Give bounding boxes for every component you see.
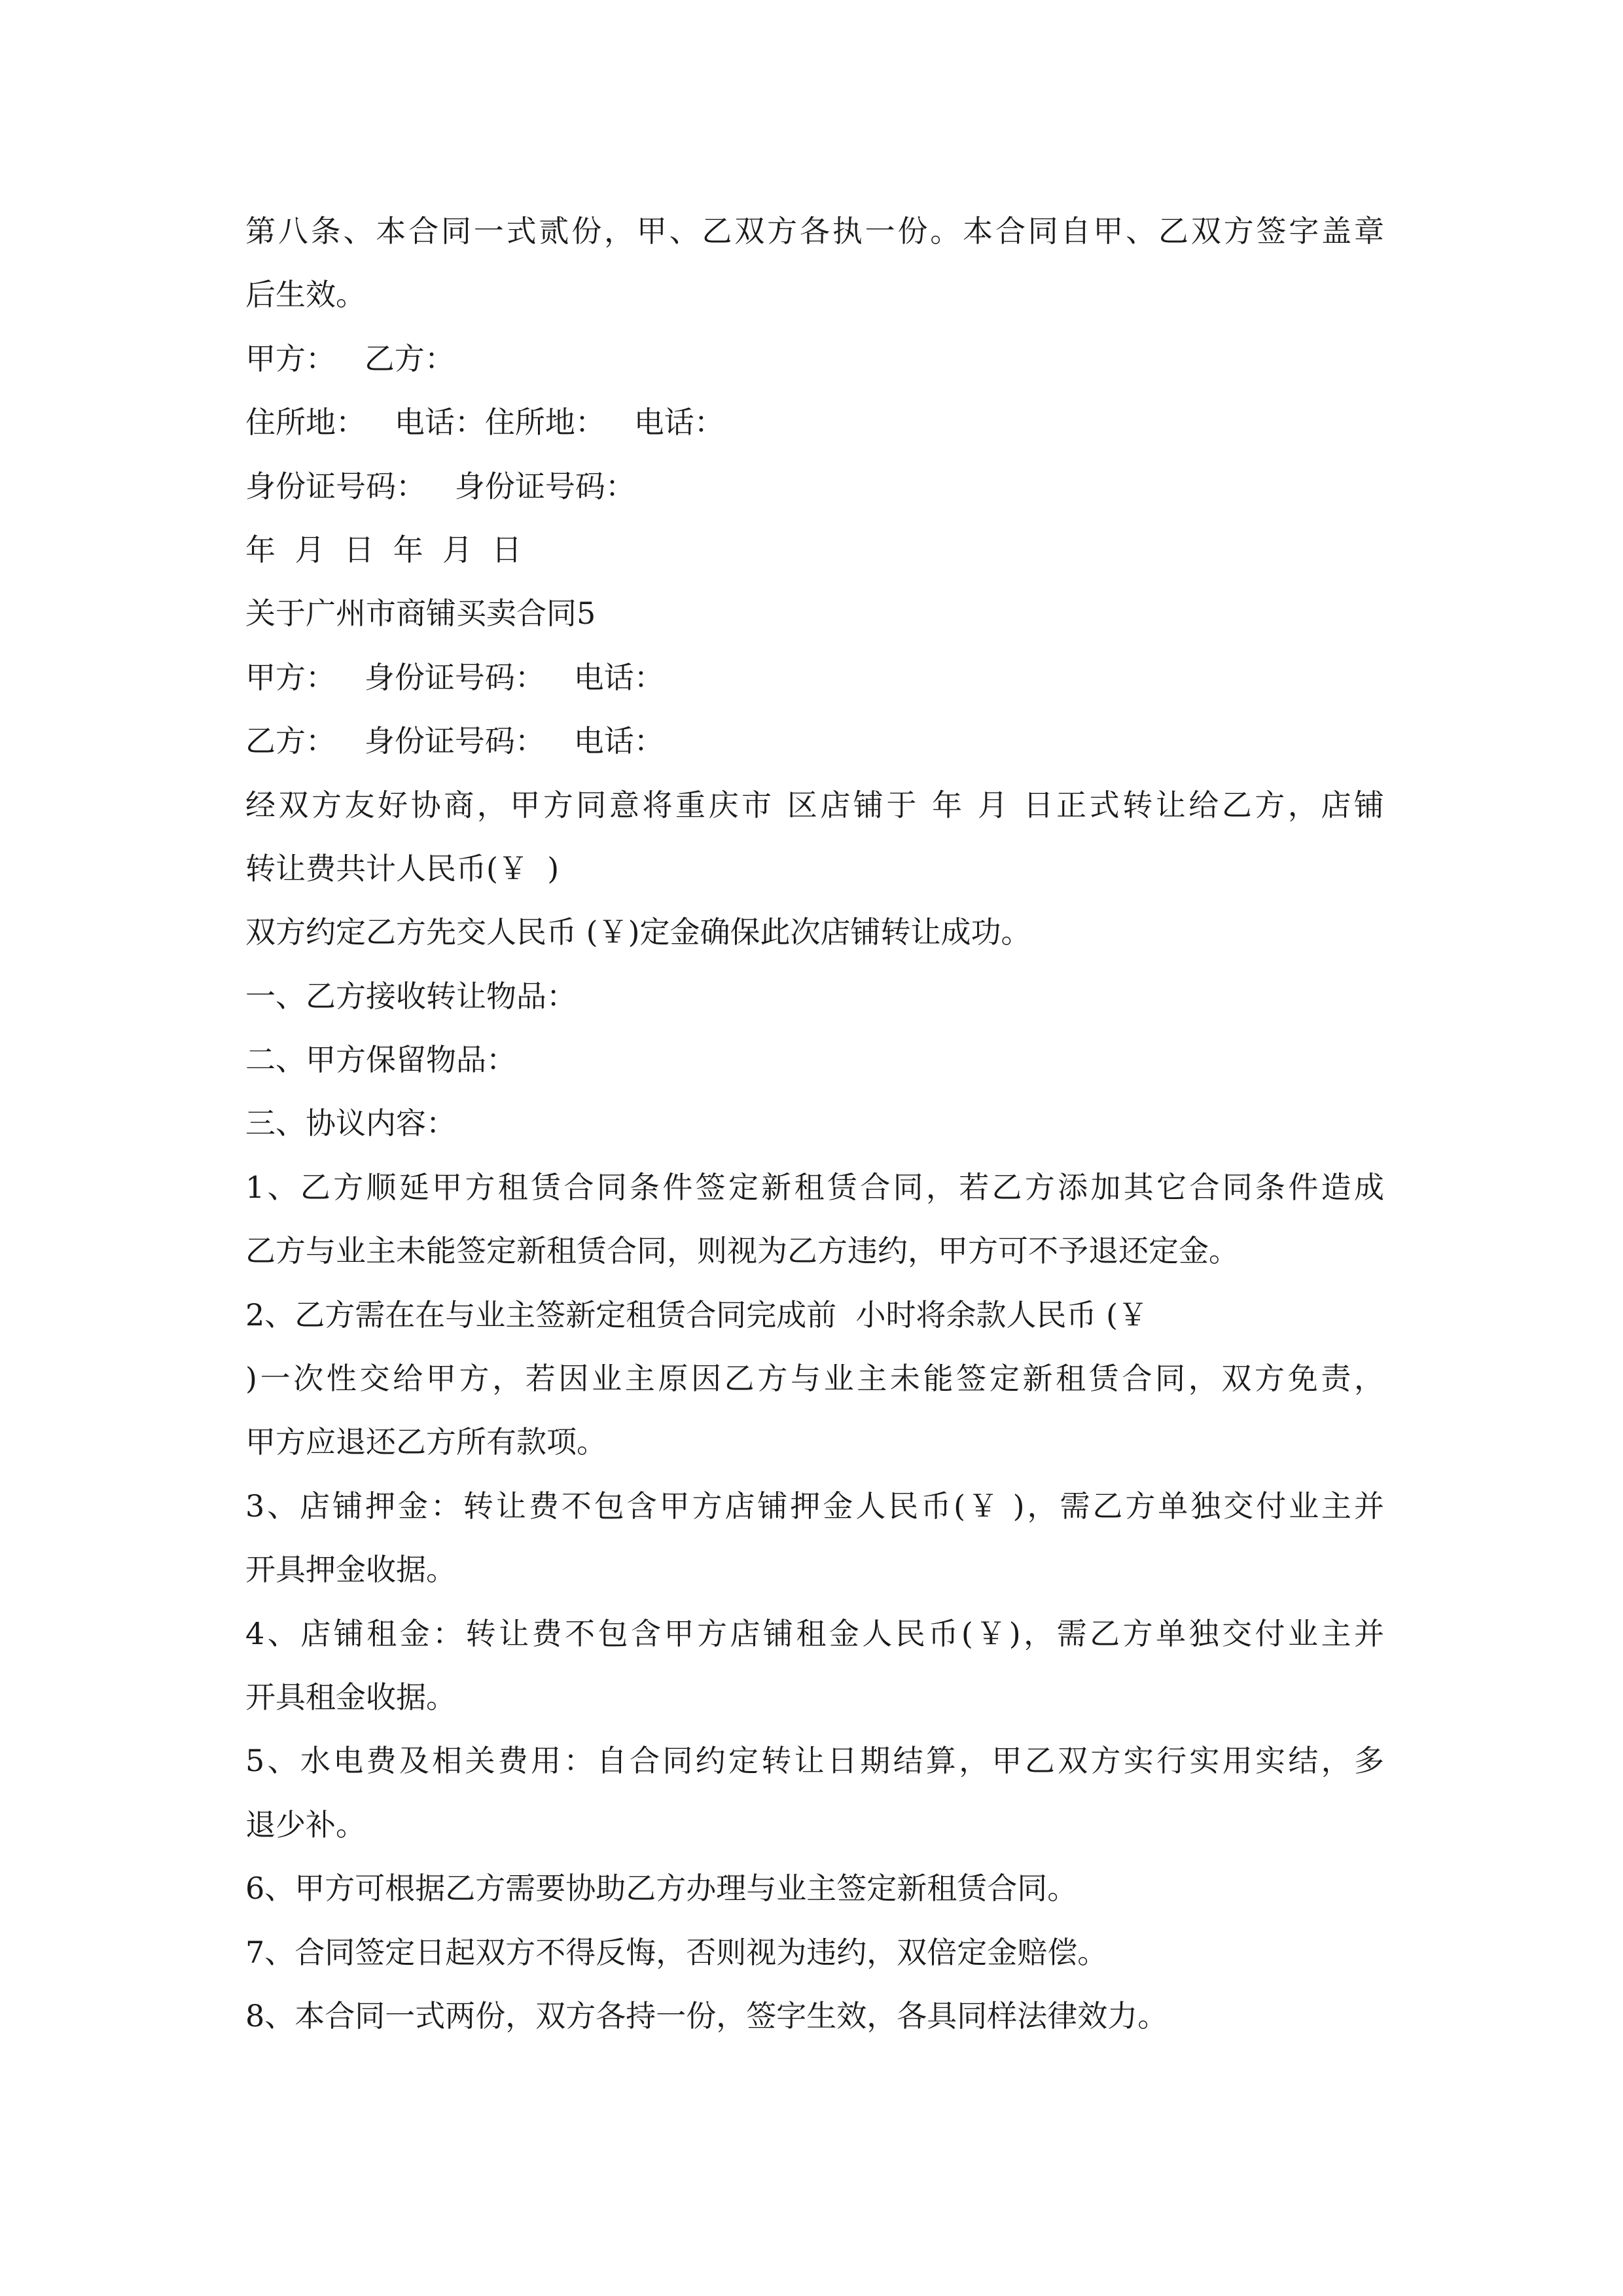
text-line: )一次性交给甲方，若因业主原因乙方与业主未能签定新租赁合同，双方免责， [245,1361,1384,1397]
text-line: 退少补。 [245,1806,366,1842]
text-line: 一、乙方接收转让物品： [245,978,577,1014]
section-title: 关于广州市商铺买卖合同5 [245,596,596,632]
text-line: 身份证号码： 身份证号码： [245,468,635,504]
text-line: 8、本合同一式两份，双方各持一份，签字生效，各具同样法律效力。 [245,1998,1168,2034]
text-line: 7、合同签定日起双方不得反悔，否则视为违约，双倍定金赔偿。 [245,1934,1108,1970]
text-line: 双方约定乙方先交人民币 (￥)定金确保此次店铺转让成功。 [245,914,1031,950]
text-line: 三、协议内容： [245,1105,456,1141]
text-line: 第八条、本合同一式贰份，甲、乙双方各执一份。本合同自甲、乙双方签字盖章 [245,213,1384,249]
text-line: 年 月 日 年 月 日 [245,531,522,567]
text-line: 开具押金收据。 [245,1552,456,1588]
text-line: 3、店铺押金：转让费不包含甲方店铺押金人民币(￥ )，需乙方单独交付业主并 [245,1488,1384,1524]
text-line: 甲方： 身份证号码： 电话： [245,659,664,695]
text-line: 1、乙方顺延甲方租赁合同条件签定新租赁合同，若乙方添加其它合同条件造成 [245,1169,1384,1205]
text-line: 后生效。 [245,277,366,313]
text-line: 二、甲方保留物品： [245,1042,516,1078]
text-line: 转让费共计人民币(￥ ) [245,850,560,886]
text-line: 甲方： 乙方： [245,340,455,376]
text-line: 4、店铺租金：转让费不包含甲方店铺租金人民币(￥)，需乙方单独交付业主并 [245,1615,1384,1651]
text-line: 6、甲方可根据乙方需要协助乙方办理与业主签定新租赁合同。 [245,1871,1078,1907]
text-line: 经双方友好协商，甲方同意将重庆市 区店铺于 年 月 日正式转让给乙方，店铺 [245,787,1384,823]
text-line: 2、乙方需在在与业主签新定租赁合同完成前 小时将余款人民币 (￥ [245,1297,1149,1333]
document-body [245,200,1384,2048]
text-line: 住所地： 电话：住所地： 电话： [245,404,724,440]
text-line: 乙方： 身份证号码： 电话： [245,723,664,759]
text-line: 5、水电费及相关费用：自合同约定转让日期结算，甲乙双方实行实用实结，多 [245,1743,1384,1779]
text-line: 乙方与业主未能签定新租赁合同，则视为乙方违约，甲方可不予退还定金。 [245,1233,1239,1269]
text-line: 甲方应退还乙方所有款项。 [245,1424,607,1460]
text-line: 开具租金收据。 [245,1679,456,1715]
